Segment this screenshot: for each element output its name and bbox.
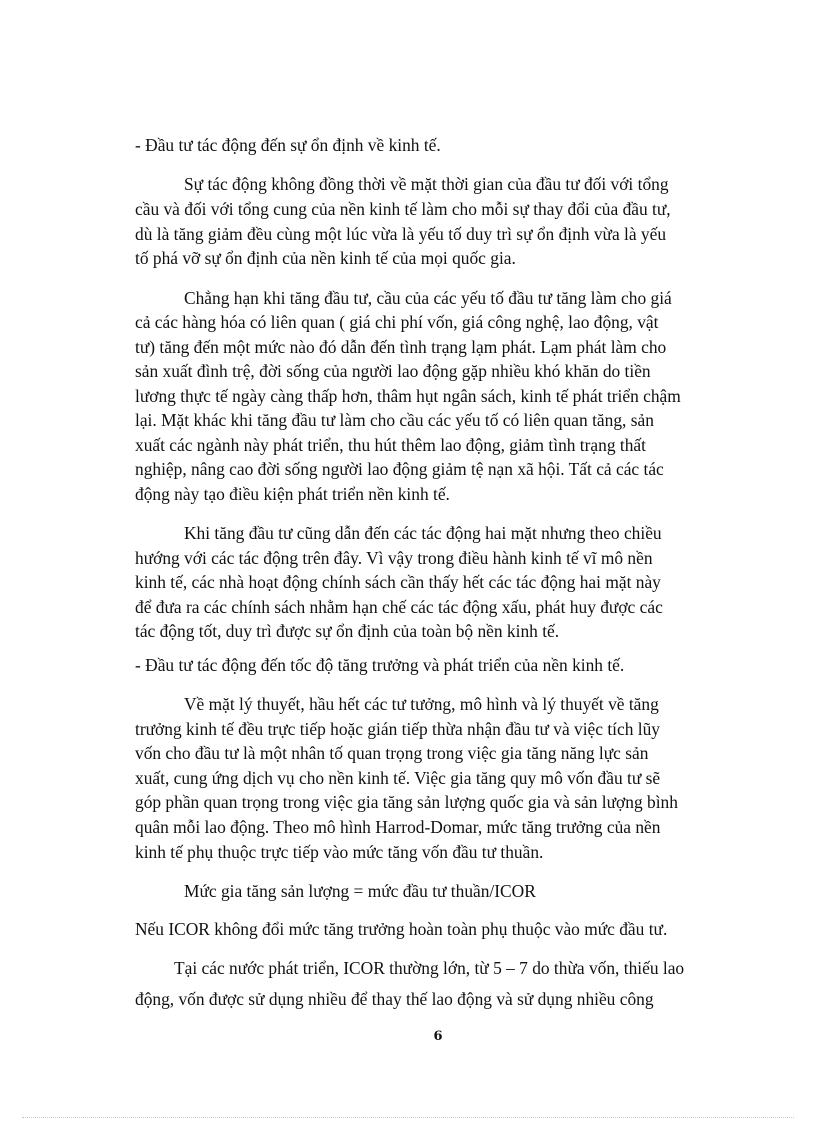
text-line: Chẳng hạn khi tăng đầu tư, cầu của các yếu tố đầu tư tăng làm cho giá (184, 288, 672, 308)
text-line: lại. Mặt khác khi tăng đầu tư làm cho cầu các yếu tố có liên quan tăng, sản (135, 410, 654, 430)
text-line: tư) tăng đến một mức nào đó dẫn đến tình trạng lạm phát. Lạm phát làm cho (135, 337, 667, 357)
text-line: nghiệp, nâng cao đời sống người lao động giảm tệ nạn xã hội. Tất cả các tác (135, 459, 664, 479)
text-line: lương thực tế ngày càng thấp hơn, thâm hụt ngân sách, kinh tế phát triển chậm (135, 386, 681, 406)
text-line: xuất các ngành này phát triển, thu hút thêm lao động, giảm tình trạng thất (135, 435, 646, 455)
page-number: 6 (433, 1029, 443, 1044)
text-line: góp phần quan trọng trong việc gia tăng sản lượng quốc gia và sản lượng bình (135, 792, 678, 812)
formula-line: Mức gia tăng sản lượng = mức đầu tư thuần/ICOR (184, 881, 536, 901)
text-line: tố phá vỡ sự ổn định của nền kinh tế của mọi quốc gia. (135, 248, 516, 268)
text-line: kinh tế, các nhà hoạt động chính sách cần thấy hết các tác động hai mặt này (135, 572, 661, 592)
text-line: Sự tác động không đồng thời về mặt thời gian của đầu tư đối với tổng (184, 174, 669, 194)
text-line: dù là tăng giảm đều cùng một lúc vừa là yếu tố duy trì sự ổn định vừa là yếu (135, 224, 667, 244)
text-line: hướng với các tác động trên đây. Vì vậy trong điều hành kinh tế vĩ mô nền (135, 548, 653, 568)
heading-growth-development: - Đầu tư tác động đến tốc độ tăng trưởng và phát triển của nền kinh tế. (135, 655, 625, 675)
text-line: tác động tốt, duy trì được sự ổn định của toàn bộ nền kinh tế. (135, 621, 560, 641)
text-line: Khi tăng đầu tư cũng dẫn đến các tác động hai mặt nhưng theo chiều (184, 523, 662, 543)
text-line: xuất, cung ứng dịch vụ cho nền kinh tế. Việc gia tăng quy mô vốn đầu tư sẽ (135, 768, 661, 788)
heading-economic-stability: - Đầu tư tác động đến sự ổn định về kinh tế. (135, 135, 441, 155)
text-line: cầu và đối với tổng cung của nền kinh tế làm cho mỗi sự thay đổi của đầu tư, (135, 199, 671, 219)
text-line: động này tạo điều kiện phát triển nền kinh tế. (135, 484, 450, 504)
text-line: để đưa ra các chính sách nhằm hạn chế các tác động xấu, phát huy được các (135, 597, 663, 617)
text-line: trưởng kinh tế đều trực tiếp hoặc gián tiếp thừa nhận đầu tư và việc tích lũy (135, 719, 660, 739)
text-line: vốn cho đầu tư là một nhân tố quan trọng trong việc gia tăng năng lực sản (135, 743, 649, 763)
page-border (22, 1117, 794, 1118)
text-line: sản xuất đình trệ, đời sống của người lao động gặp nhiều khó khăn do tiền (135, 361, 651, 381)
text-line: cả các hàng hóa có liên quan ( giá chi phí vốn, giá công nghệ, lao động, vật (135, 312, 659, 332)
text-line: Nếu ICOR không đổi mức tăng trưởng hoàn toàn phụ thuộc vào mức đầu tư. (135, 919, 668, 939)
text-line: Tại các nước phát triển, ICOR thường lớn, từ 5 – 7 do thừa vốn, thiếu lao (174, 958, 685, 978)
text-line: Về mặt lý thuyết, hầu hết các tư tưởng, mô hình và lý thuyết về tăng (184, 694, 659, 714)
text-line: quân mỗi lao động. Theo mô hình Harrod-Domar, mức tăng trưởng của nền (135, 817, 661, 837)
text-line: động, vốn được sử dụng nhiều để thay thế lao động và sử dụng nhiều công (135, 989, 654, 1009)
text-line: kinh tế phụ thuộc trực tiếp vào mức tăng vốn đầu tư thuần. (135, 842, 544, 862)
